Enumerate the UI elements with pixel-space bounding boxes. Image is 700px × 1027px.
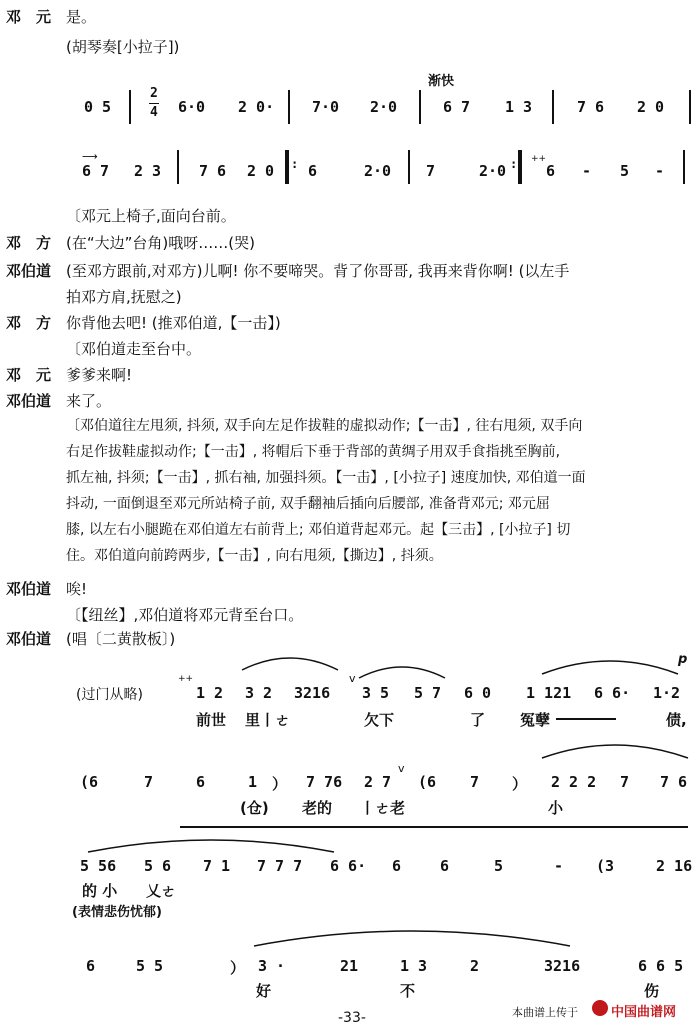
note: (6 — [418, 773, 437, 791]
note: 2·0 — [364, 162, 392, 180]
lyric: 的 小 — [82, 882, 118, 900]
slur — [86, 834, 336, 854]
arrow-icon: ⟶ — [82, 150, 98, 163]
note: 2 0 — [247, 162, 275, 180]
note: 7 — [620, 773, 630, 791]
melisma-line — [556, 718, 616, 720]
speaker-deng-bodao: 邓伯道 — [6, 630, 52, 648]
speaker-deng-bodao: 邓伯道 — [6, 392, 52, 410]
note: 7 — [144, 773, 154, 791]
note: 6 — [392, 857, 402, 875]
note: 2·0 — [479, 162, 507, 180]
note: 3 2 — [245, 684, 273, 702]
barline — [177, 150, 179, 184]
speaker-deng-fang: 邓 方 — [6, 234, 52, 252]
note: 3216 — [294, 684, 331, 702]
lyric: 冤孽 — [520, 711, 551, 729]
note: 5 6 — [144, 857, 172, 875]
line-text-continued: 拍邓方肩,抚慰之) — [66, 288, 182, 306]
note: 6 — [86, 957, 96, 975]
repeat-barline — [285, 150, 289, 184]
speaker-deng-yuan: 邓 元 — [6, 366, 52, 384]
lyric: 欠下 — [364, 711, 395, 729]
note: ） — [512, 775, 528, 793]
stage-direction: 〔邓伯道走至台中。 — [66, 340, 202, 358]
note: 3 5 — [362, 684, 390, 702]
note: 6 7 — [82, 162, 110, 180]
slur — [357, 660, 447, 680]
note: 5 5 — [136, 957, 164, 975]
line-text: (在“大边”台角)哦呀……(哭) — [66, 234, 255, 252]
barline — [552, 90, 554, 124]
watermark-text: 本曲谱上传于 — [512, 1006, 578, 1019]
lyric: 了 — [470, 711, 486, 729]
line-text: 爹爹来啊! — [66, 366, 133, 384]
mark-icon: ++ — [531, 154, 547, 164]
tempo-mark: 渐快 — [428, 74, 455, 89]
line-text: 是。 — [66, 8, 97, 26]
direction-line: 膝, 以左右小腿跪在邓伯道左右前背上; 邓伯道背起邓元。起【三击】, [小拉子] 切 — [66, 522, 571, 538]
slur — [540, 738, 690, 760]
note: 7 6 — [660, 773, 688, 791]
lyric: 伤 — [644, 982, 660, 1000]
lyric: 好 — [256, 982, 272, 1000]
note: 1 3 — [505, 98, 533, 116]
stage-direction: 〔邓元上椅子,面向台前。 — [66, 207, 236, 225]
lyric: 乂ㄜ — [146, 882, 177, 900]
note: 6 6 5 — [638, 957, 684, 975]
time-signature-top: 2 — [150, 86, 158, 101]
line-text: (唱〔二黄散板〕) — [66, 630, 176, 648]
lyric: 前世 — [196, 711, 227, 729]
barline — [683, 150, 685, 184]
phrase-line — [180, 826, 688, 828]
repeat-barline — [518, 150, 522, 184]
note: 5 7 — [414, 684, 442, 702]
note: 2 16 — [656, 857, 693, 875]
speaker-deng-fang: 邓 方 — [6, 314, 52, 332]
direction-line: 〔邓伯道往左甩须, 抖须, 双手向左足作拔鞋的虚拟动作;【一击】, 往右甩须, 双手向 — [66, 418, 583, 434]
dynamic-p: p — [678, 652, 688, 667]
note: (6 — [80, 773, 99, 791]
note: - — [582, 162, 592, 180]
note: ） — [230, 959, 246, 977]
note: - — [554, 857, 564, 875]
direction-line: 抖动, 一面倒退至邓元所站椅子前, 双手翻袖后插向后腰部, 准备背邓元; 邓元屈 — [66, 496, 550, 512]
note: 1 3 — [400, 957, 428, 975]
speaker-deng-yuan: 邓 元 — [6, 8, 52, 26]
site-logo-icon — [592, 1000, 608, 1016]
site-brand: 中国曲谱网 — [611, 1005, 677, 1020]
note: 6 — [440, 857, 450, 875]
lyric: 丨ㄜ老 — [360, 799, 406, 817]
note: 7 76 — [306, 773, 343, 791]
note: 2 7 — [364, 773, 392, 791]
lyric: 里丨ㄜ — [245, 711, 291, 729]
note: 2 3 — [134, 162, 162, 180]
note: 5 56 — [80, 857, 117, 875]
repeat-dots: : — [291, 157, 299, 171]
barline — [689, 90, 691, 124]
stage-music-cue: (胡琴奏[小拉子]) — [66, 38, 180, 56]
note: ） — [272, 775, 288, 793]
page-number: -33- — [338, 1010, 366, 1026]
note: 1 — [248, 773, 258, 791]
note: 2 0· — [238, 98, 275, 116]
line-text: 你背他去吧! (推邓伯道,【一击】) — [66, 314, 281, 332]
note: 1·2 — [653, 684, 681, 702]
note: 7 7 7 — [257, 857, 303, 875]
slur — [540, 654, 680, 676]
note: 0 5 — [84, 98, 112, 116]
line-text: (至邓方跟前,对邓方)儿啊! 你不要啼哭。背了你哥哥, 我再来背你啊! (以左手 — [66, 262, 570, 280]
note: 2·0 — [370, 98, 398, 116]
note: 5 — [494, 857, 504, 875]
note: 7·0 — [312, 98, 340, 116]
note: 6 — [546, 162, 556, 180]
slur — [240, 652, 340, 672]
lyric: (仓) — [240, 799, 269, 817]
note: 7 6 — [577, 98, 605, 116]
lyric: 小 — [548, 799, 564, 817]
note: 6 — [308, 162, 318, 180]
note: 6 — [196, 773, 206, 791]
time-signature-bottom: 4 — [150, 105, 158, 120]
note: 2 — [470, 957, 480, 975]
interlude-note: (过门从略) — [76, 687, 143, 703]
slur — [252, 924, 572, 948]
note: (3 — [596, 857, 615, 875]
barline — [288, 90, 290, 124]
barline — [419, 90, 421, 124]
lyric: 债, — [666, 711, 687, 729]
note: 6 7 — [443, 98, 471, 116]
lyric: 老的 — [302, 799, 333, 817]
speaker-deng-bodao: 邓伯道 — [6, 262, 52, 280]
note: 1 121 — [526, 684, 572, 702]
note: - — [655, 162, 665, 180]
line-text: 唉! — [66, 580, 88, 598]
direction-line: 右足作拔鞋虚拟动作;【一击】, 将帽后下垂于背部的黄绸子用双手食指挑至胸前, — [66, 444, 561, 460]
note: 2 2 2 — [551, 773, 597, 791]
note: 3216 — [544, 957, 581, 975]
direction-line: 抓左袖, 抖须;【一击】, 抓右袖, 加强抖须。【一击】, [小拉子] 速度加快, 邓伯道一面 — [66, 470, 586, 486]
note: 6·0 — [178, 98, 206, 116]
time-signature-line — [149, 103, 159, 104]
note: 7 — [426, 162, 436, 180]
stage-direction: 〔【纽丝】,邓伯道将邓元背至台口。 — [66, 606, 304, 624]
note: 7 1 — [203, 857, 231, 875]
note: 6 6· — [330, 857, 367, 875]
repeat-dots: : — [510, 157, 518, 171]
mark-icon: ++ — [178, 674, 194, 684]
line-text: 来了。 — [66, 392, 112, 410]
direction-line: 住。邓伯道向前跨两步,【一击】, 向右甩须,【撕边】, 抖须。 — [66, 548, 443, 564]
note: 1 2 — [196, 684, 224, 702]
note: 7 6 — [199, 162, 227, 180]
expression-note: (表情悲伤忧郁) — [72, 905, 162, 920]
barline — [129, 90, 131, 124]
breath-mark: v — [349, 672, 356, 685]
note: 3 · — [258, 957, 286, 975]
lyric: 不 — [400, 982, 416, 1000]
note: 7 — [470, 773, 480, 791]
note: 6 6· — [594, 684, 631, 702]
breath-mark: v — [398, 762, 405, 775]
note: 2 0 — [637, 98, 665, 116]
speaker-deng-bodao: 邓伯道 — [6, 580, 52, 598]
note: 5 — [620, 162, 630, 180]
barline — [408, 150, 410, 184]
note: 21 — [340, 957, 359, 975]
note: 6 0 — [464, 684, 492, 702]
